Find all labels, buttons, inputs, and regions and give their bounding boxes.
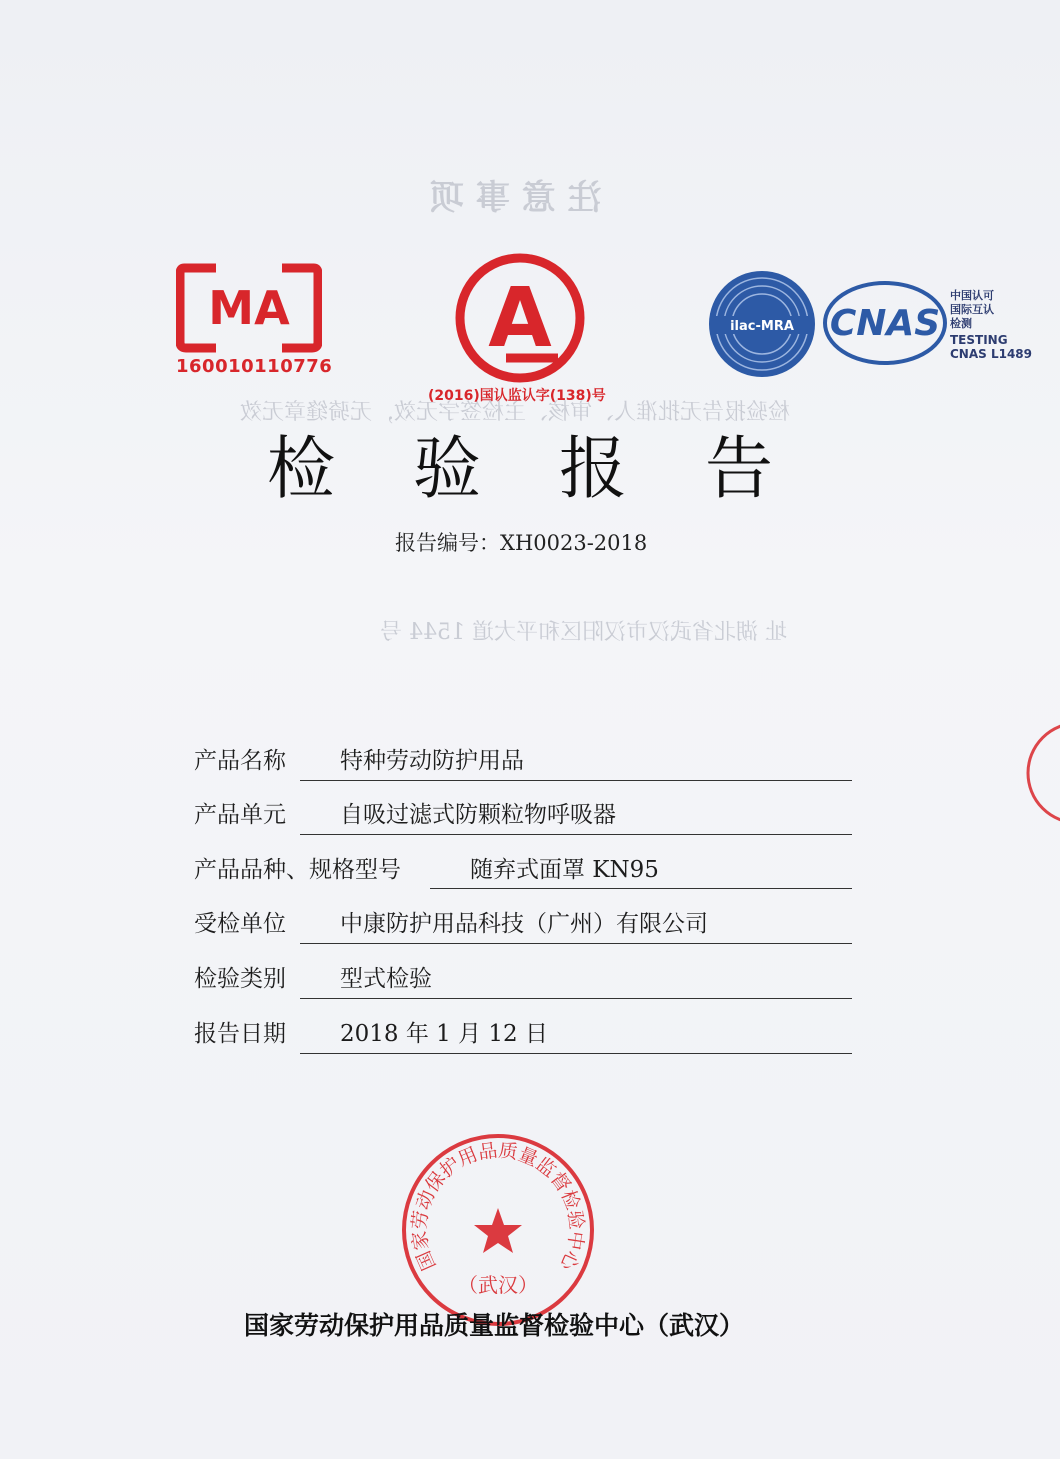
svg-text:CNAS: CNAS	[829, 303, 941, 344]
cnas-line: 检测	[950, 317, 972, 330]
cnas-line: CNAS L1489	[950, 347, 1033, 361]
field-value-report-date: 2018 年 1 月 12 日	[340, 1021, 548, 1047]
show-through-text: 检验报告无批准人、审核、主检签字无效，无骑缝章无效	[240, 400, 791, 425]
field-underline	[300, 998, 852, 999]
cnas-accreditation-text	[950, 289, 1032, 361]
seal-center-text: （武汉）	[458, 1273, 538, 1297]
svg-text:MA: MA	[208, 281, 290, 335]
seal-star-icon	[474, 1208, 522, 1253]
field-label-product-model: 产品品种、规格型号	[194, 857, 401, 883]
field-label-inspected-unit: 受检单位	[194, 911, 286, 937]
show-through-text: 址 湖北省武汉市汉阳区和平大道 1544 号	[380, 620, 787, 645]
partial-seal-edge	[1018, 718, 1060, 828]
svg-text:A: A	[488, 271, 552, 366]
show-through-heading: 注 意 事 项	[430, 178, 602, 218]
issuing-organization: 国家劳动保护用品质量监督检验中心（武汉）	[244, 1311, 745, 1340]
report-number: 报告编号：XH0023-2018	[395, 531, 648, 555]
cnas-logo	[822, 280, 948, 366]
field-label-product-name: 产品名称	[194, 748, 286, 774]
cma-number: 160010110776	[176, 356, 333, 377]
report-title: 检验报告	[267, 430, 852, 509]
cnas-line: 中国认可	[950, 289, 994, 302]
seal-ring-text: 国家劳动保护用品质量监督检验中心	[408, 1139, 588, 1274]
field-label-inspection-type: 检验类别	[194, 966, 286, 992]
field-value-inspected-unit: 中康防护用品科技（广州）有限公司	[340, 911, 708, 937]
field-underline	[300, 943, 852, 944]
field-underline	[300, 834, 852, 835]
field-underline	[300, 780, 852, 781]
cma-logo	[176, 262, 322, 354]
cnas-line: TESTING	[950, 333, 1008, 347]
cnas-line: 国际互认	[950, 303, 994, 316]
field-value-product-unit: 自吸过滤式防颗粒物呼吸器	[340, 802, 616, 828]
field-value-product-model: 随弃式面罩 KN95	[470, 857, 659, 883]
field-value-product-name: 特种劳动防护用品	[340, 748, 524, 774]
field-label-product-unit: 产品单元	[194, 802, 286, 828]
cal-approval-number: (2016)国认监认字(138)号	[428, 388, 606, 404]
field-underline	[300, 1053, 852, 1054]
field-underline	[430, 888, 852, 889]
field-value-inspection-type: 型式检验	[340, 966, 432, 992]
cal-logo	[446, 248, 594, 388]
svg-text:ilac-MRA: ilac-MRA	[730, 319, 794, 334]
ilac-mra-logo	[706, 268, 818, 380]
field-label-report-date: 报告日期	[194, 1021, 286, 1047]
official-seal	[398, 1130, 598, 1330]
